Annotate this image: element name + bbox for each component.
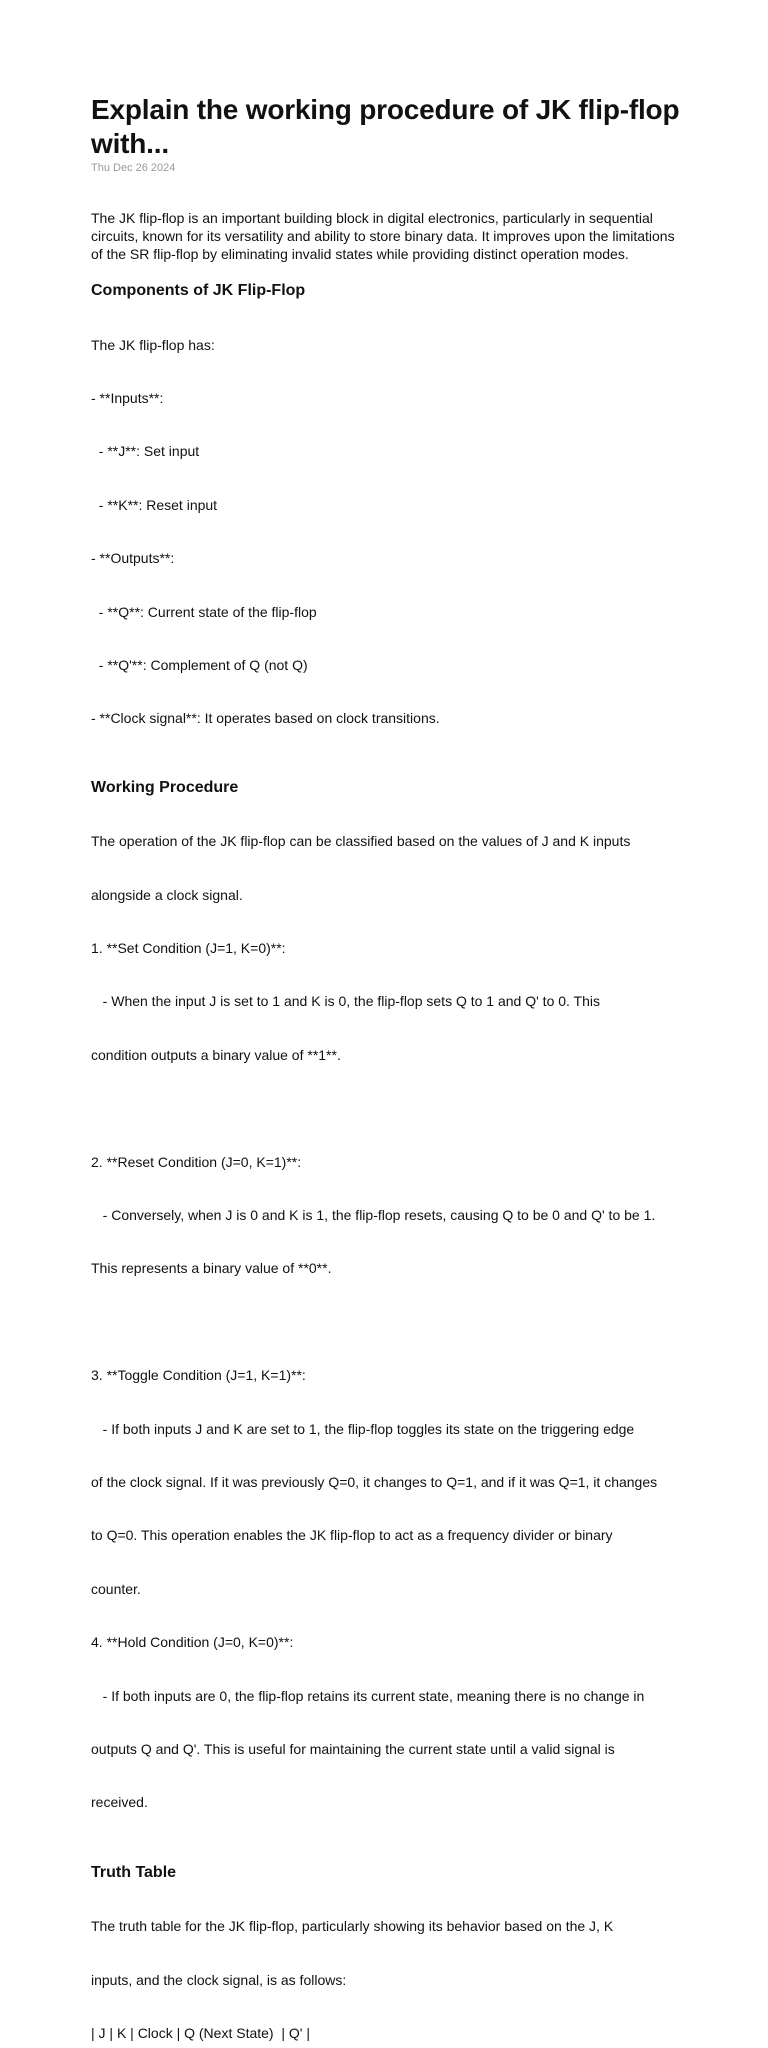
section-heading-working: Working Procedure [91,778,239,796]
truth-table-body [91,1883,681,2048]
text-line: The operation of the JK flip-flop can be classified based on the values of J and K inputs [91,833,631,850]
text-line: - If both inputs are 0, the flip-flop retains its current state, meaning there is no change in [91,1687,645,1704]
text-line: - When the input J is set to 1 and K is 0, the flip-flop sets Q to 1 and Q' to 0. This [91,993,601,1010]
text-line: outputs Q and Q'. This is useful for maintaining the current state until a valid signal is [91,1740,615,1757]
text-line: inputs, and the clock signal, is as follows: [91,1971,347,1988]
text-line: - **Q'**: Complement of Q (not Q) [91,656,308,673]
text-line: condition outputs a binary value of **1**. [91,1046,341,1063]
text-line: This represents a binary value of **0**. [91,1260,332,1277]
section-heading-components: Components of JK Flip-Flop [91,282,306,299]
text-line: alongside a clock signal. [91,886,243,903]
text-line: - **Outputs**: [91,550,175,567]
post-date: Thu Dec 26 2024 [91,162,176,174]
text-line: counter. [91,1580,141,1597]
blank-line [91,1314,681,1332]
text-line: - Conversely, when J is 0 and K is 1, the flip-flop resets, causing Q to be 0 and Q' to be 1. [91,1207,656,1224]
text-line: 4. **Hold Condition (J=0, K=0)**: [91,1634,294,1651]
page-title: Explain the working procedure of JK flip-flop with... [91,94,680,159]
text-line: - **Clock signal**: It operates based on clock transitions. [91,710,440,727]
text-line: The JK flip-flop has: [91,336,215,353]
section-heading-truth-table: Truth Table [91,1863,177,1881]
intro-paragraph: The JK flip-flop is an important building block in digital electronics, particularly in sequential circuits, known for its versatility and ability to store binary data. It improves upon the limitations of the SR flip-flop by eliminating invalid states while providing distinct operation modes. [91,210,679,262]
blank-line [91,1100,681,1118]
text-line: - **Inputs**: [91,389,164,406]
text-line: - **Q**: Current state of the flip-flop [91,603,317,620]
article [91,93,681,2048]
working-body [91,798,681,1848]
text-line: - **J**: Set input [91,443,200,460]
text-line: The truth table for the JK flip-flop, particularly showing its behavior based on the J, K [91,1918,614,1935]
text-line: 1. **Set Condition (J=1, K=0)**: [91,940,286,957]
truth-table-header-row: | J | K | Clock | Q (Next State) | Q' | [91,2025,310,2042]
text-line: 2. **Reset Condition (J=0, K=1)**: [91,1153,302,1170]
text-line: to Q=0. This operation enables the JK flip-flop to act as a frequency divider or binary [91,1527,613,1544]
text-line: received. [91,1794,148,1811]
components-body [91,301,681,764]
text-line: - If both inputs J and K are set to 1, the flip-flop toggles its state on the triggering edge [91,1420,635,1437]
text-line: of the clock signal. If it was previously Q=0, it changes to Q=1, and if it was Q=1, it changes [91,1474,658,1490]
text-line: - **K**: Reset input [91,496,218,513]
text-line: 3. **Toggle Condition (J=1, K=1)**: [91,1367,306,1384]
